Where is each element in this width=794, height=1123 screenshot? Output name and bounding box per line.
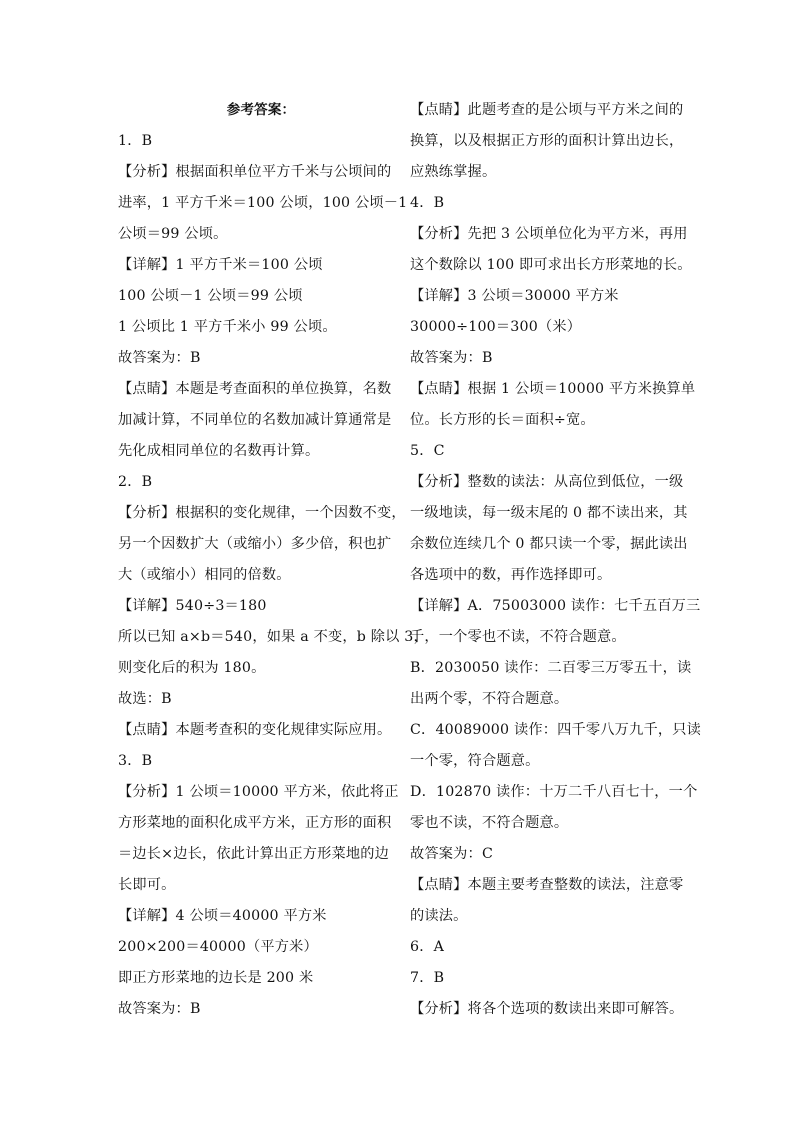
text-line: 所以已知 a×b＝540，如果 a 不变，b 除以 3， (118, 629, 428, 645)
text-line: 【分析】将各个选项的数读出来即可解答。 (410, 1001, 684, 1017)
text-line: 零也不读，不符合题意。 (410, 815, 569, 831)
right-column (410, 95, 702, 1025)
text-line: 故答案为：C (410, 846, 493, 862)
text-line: 的读法。 (410, 908, 468, 924)
text-line: 【点睛】本题主要考查整数的读法，注意零 (410, 877, 684, 893)
text-line: 1．B (118, 133, 153, 149)
text-line: 【点睛】本题考查积的变化规律实际应用。 (118, 722, 392, 738)
text-line: 【分析】整数的读法：从高位到低位，一级 (410, 474, 684, 490)
text-line: 千，一个零也不读，不符合题意。 (410, 629, 626, 645)
text-line: 方形菜地的面积化成平方米，正方形的面积 (118, 815, 392, 831)
text-line: 另一个因数扩大（或缩小）多少倍，积也扩 (118, 536, 392, 552)
text-line: 5．C (410, 443, 445, 459)
text-line: D．102870 读作：十万二千八百七十，一个 (410, 784, 698, 800)
text-line: 即正方形菜地的边长是 200 米 (118, 970, 314, 986)
text-line: 一个零，符合题意。 (410, 753, 540, 769)
text-line: 3．B (118, 753, 153, 769)
text-line: ＝边长×边长，依此计算出正方形菜地的边 (118, 846, 390, 862)
text-line: 公顷＝99 公顷。 (118, 226, 228, 242)
text-line: 故答案为：B (118, 350, 201, 366)
text-line: 【点睛】根据 1 公顷＝10000 平方米换算单 (410, 381, 696, 397)
text-line: 大（或缩小）相同的倍数。 (118, 567, 291, 583)
text-line: 位。长方形的长＝面积÷宽。 (410, 412, 595, 428)
text-line: 各选项中的数，再作选择即可。 (410, 567, 612, 583)
text-line: 【详解】4 公顷＝40000 平方米 (118, 908, 327, 924)
text-line: 一级地读，每一级末尾的 0 都不读出来，其 (410, 505, 688, 521)
text-line: 故答案为：B (118, 1001, 201, 1017)
text-line: 故答案为：B (410, 350, 493, 366)
text-line: 【点睛】本题是考查面积的单位换算，名数 (118, 381, 392, 397)
text-line: 【详解】A．75003000 读作：七千五百万三 (410, 598, 701, 614)
text-line: B．2030050 读作：二百零三万零五十，读 (410, 660, 692, 676)
text-line: 【分析】先把 3 公顷单位化为平方米，再用 (410, 226, 688, 242)
text-line: 则变化后的积为 180。 (118, 660, 266, 676)
text-line: 【详解】3 公顷＝30000 平方米 (410, 288, 619, 304)
text-line: 6．A (410, 939, 445, 955)
text-line: 进率，1 平方千米＝100 公顷，100 公顷－1 (118, 195, 408, 211)
text-line: 30000÷100＝300（米） (410, 319, 582, 335)
text-line: 这个数除以 100 即可求出长方形菜地的长。 (410, 257, 692, 273)
text-line: 【分析】根据积的变化规律，一个因数不变， (118, 505, 406, 521)
text-line: 出两个零，不符合题意。 (410, 691, 569, 707)
text-line: 换算，以及根据正方形的面积计算出边长， (410, 133, 684, 149)
text-line: 1 公顷比 1 平方千米小 99 公顷。 (118, 319, 337, 335)
text-line: 【分析】根据面积单位平方千米与公顷间的 (118, 164, 392, 180)
text-line: 应熟练掌握。 (410, 164, 497, 180)
text-line: 加减计算，不同单位的名数加减计算通常是 (118, 412, 392, 428)
text-line: 100 公顷－1 公顷＝99 公顷 (118, 288, 303, 304)
text-line: 【详解】540÷3＝180 (118, 598, 267, 614)
text-line: C．40089000 读作：四千零八万九千，只读 (410, 722, 702, 738)
answer-title: 参考答案： (226, 102, 296, 118)
text-line: 7．B (410, 970, 445, 986)
text-line: 200×200＝40000（平方米） (118, 939, 318, 955)
text-line: 【点睛】此题考查的是公顷与平方米之间的 (410, 102, 684, 118)
text-line: 4．B (410, 195, 445, 211)
text-line: 故选：B (118, 691, 172, 707)
text-line: 【分析】1 公顷＝10000 平方米，依此将正 (118, 784, 399, 800)
text-line: 余数位连续几个 0 都只读一个零，据此读出 (410, 536, 688, 552)
text-line: 【详解】1 平方千米＝100 公顷 (118, 257, 323, 273)
text-line: 先化成相同单位的名数再计算。 (118, 443, 320, 459)
text-line: 长即可。 (118, 877, 176, 893)
text-line: 2．B (118, 474, 153, 490)
